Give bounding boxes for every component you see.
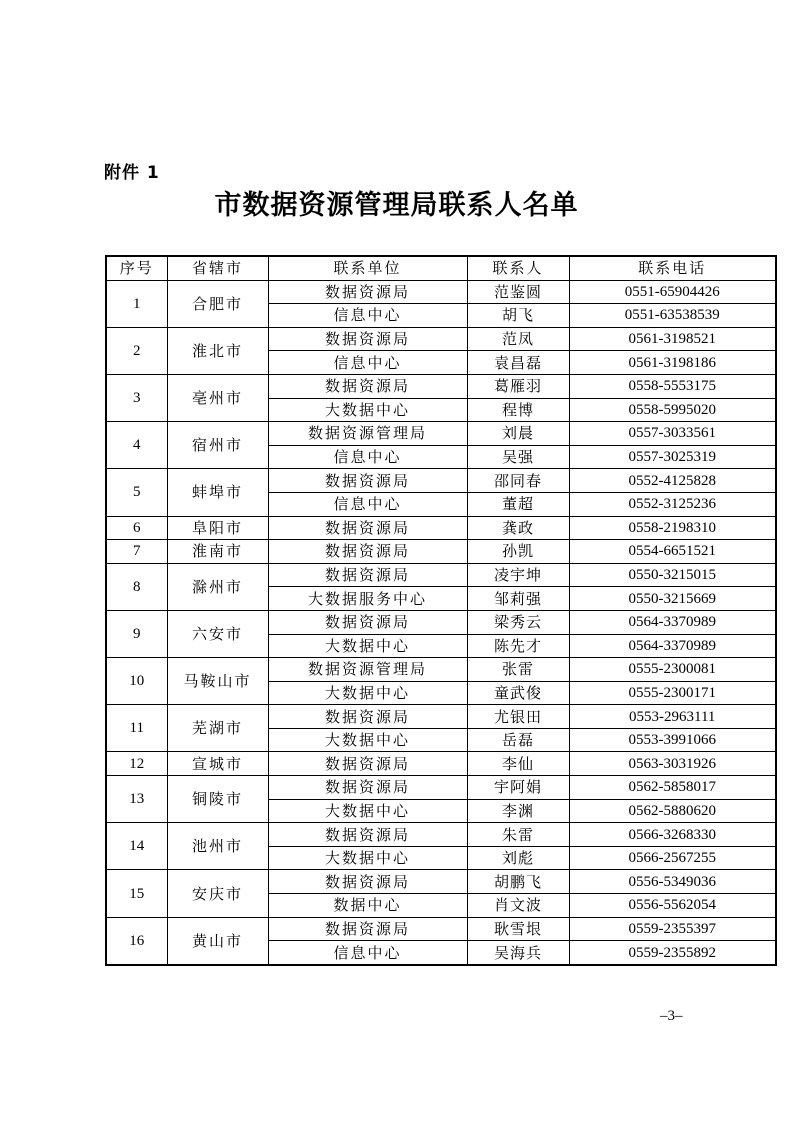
person-cell: 朱雷: [467, 823, 569, 847]
header-unit: 联系单位: [268, 256, 467, 280]
unit-cell: 大数据中心: [268, 681, 467, 705]
person-cell: 孙凯: [467, 540, 569, 564]
person-cell: 李仙: [467, 752, 569, 776]
city-cell: 安庆市: [167, 870, 268, 917]
phone-cell: 0562-5858017: [569, 776, 776, 800]
page-number: –3–: [660, 1008, 683, 1024]
person-cell: 邹莉强: [467, 587, 569, 611]
phone-cell: 0557-3025319: [569, 445, 776, 469]
header-seq: 序号: [106, 256, 167, 280]
person-cell: 岳磊: [467, 728, 569, 752]
unit-cell: 大数据中心: [268, 846, 467, 870]
phone-cell: 0553-2963111: [569, 705, 776, 729]
phone-cell: 0557-3033561: [569, 422, 776, 446]
city-cell: 合肥市: [167, 280, 268, 327]
header-person: 联系人: [467, 256, 569, 280]
city-cell: 亳州市: [167, 374, 268, 421]
seq-cell: 6: [106, 516, 167, 540]
phone-cell: 0562-5880620: [569, 799, 776, 823]
table-row: [106, 823, 776, 847]
unit-cell: 数据资源局: [268, 752, 467, 776]
phone-cell: 0552-4125828: [569, 469, 776, 493]
phone-cell: 0554-6651521: [569, 540, 776, 564]
unit-cell: 数据资源局: [268, 917, 467, 941]
seq-cell: 4: [106, 422, 167, 469]
person-cell: 陈先才: [467, 634, 569, 658]
seq-cell: 14: [106, 823, 167, 870]
unit-cell: 数据资源局: [268, 540, 467, 564]
person-cell: 李渊: [467, 799, 569, 823]
city-cell: 淮南市: [167, 540, 268, 564]
table-row: [106, 469, 776, 493]
table-row: [106, 705, 776, 729]
table-row: [106, 422, 776, 446]
seq-cell: 13: [106, 776, 167, 823]
person-cell: 程博: [467, 398, 569, 422]
unit-cell: 数据资源局: [268, 776, 467, 800]
person-cell: 耿雪垠: [467, 917, 569, 941]
phone-cell: 0552-3125236: [569, 492, 776, 516]
unit-cell: 大数据服务中心: [268, 587, 467, 611]
seq-cell: 15: [106, 870, 167, 917]
unit-cell: 数据资源局: [268, 610, 467, 634]
unit-cell: 数据资源局: [268, 516, 467, 540]
phone-cell: 0555-2300081: [569, 658, 776, 682]
phone-cell: 0556-5349036: [569, 870, 776, 894]
phone-cell: 0566-2567255: [569, 846, 776, 870]
unit-cell: 数据中心: [268, 894, 467, 918]
phone-cell: 0566-3268330: [569, 823, 776, 847]
phone-cell: 0559-2355397: [569, 917, 776, 941]
table-row: [106, 752, 776, 776]
city-cell: 池州市: [167, 823, 268, 870]
person-cell: 范凤: [467, 327, 569, 351]
unit-cell: 数据资源局: [268, 705, 467, 729]
table-row: [106, 870, 776, 894]
table-row: [106, 917, 776, 941]
phone-cell: 0551-65904426: [569, 280, 776, 304]
table-row: [106, 374, 776, 398]
unit-cell: 数据资源局: [268, 469, 467, 493]
city-cell: 蚌埠市: [167, 469, 268, 516]
unit-cell: 数据资源局: [268, 327, 467, 351]
table-row: [106, 280, 776, 304]
unit-cell: 信息中心: [268, 941, 467, 965]
unit-cell: 大数据中心: [268, 634, 467, 658]
person-cell: 胡飞: [467, 304, 569, 328]
table-body: [106, 280, 776, 965]
city-cell: 铜陵市: [167, 776, 268, 823]
phone-cell: 0561-3198186: [569, 351, 776, 375]
unit-cell: 数据资源局: [268, 563, 467, 587]
person-cell: 宇阿娟: [467, 776, 569, 800]
phone-cell: 0561-3198521: [569, 327, 776, 351]
person-cell: 范鉴圆: [467, 280, 569, 304]
city-cell: 芜湖市: [167, 705, 268, 752]
seq-cell: 9: [106, 610, 167, 657]
phone-cell: 0558-5995020: [569, 398, 776, 422]
unit-cell: 数据资源局: [268, 823, 467, 847]
city-cell: 宿州市: [167, 422, 268, 469]
city-cell: 淮北市: [167, 327, 268, 374]
seq-cell: 11: [106, 705, 167, 752]
person-cell: 葛雁羽: [467, 374, 569, 398]
unit-cell: 数据资源局: [268, 870, 467, 894]
phone-cell: 0558-5553175: [569, 374, 776, 398]
unit-cell: 信息中心: [268, 445, 467, 469]
phone-cell: 0553-3991066: [569, 728, 776, 752]
seq-cell: 10: [106, 658, 167, 705]
seq-cell: 2: [106, 327, 167, 374]
unit-cell: 信息中心: [268, 492, 467, 516]
phone-cell: 0558-2198310: [569, 516, 776, 540]
seq-cell: 12: [106, 752, 167, 776]
person-cell: 刘彪: [467, 846, 569, 870]
person-cell: 邵同春: [467, 469, 569, 493]
table-row: [106, 516, 776, 540]
phone-cell: 0551-63538539: [569, 304, 776, 328]
city-cell: 马鞍山市: [167, 658, 268, 705]
city-cell: 宣城市: [167, 752, 268, 776]
document-title: 市数据资源管理局联系人名单: [214, 190, 579, 221]
table-row: [106, 610, 776, 634]
table-row: [106, 327, 776, 351]
person-cell: 吴海兵: [467, 941, 569, 965]
person-cell: 凌宇坤: [467, 563, 569, 587]
person-cell: 肖文波: [467, 894, 569, 918]
seq-cell: 8: [106, 563, 167, 610]
unit-cell: 数据资源管理局: [268, 422, 467, 446]
city-cell: 六安市: [167, 610, 268, 657]
phone-cell: 0559-2355892: [569, 941, 776, 965]
attachment-label: 附件 1: [104, 163, 160, 183]
city-cell: 滁州市: [167, 563, 268, 610]
unit-cell: 数据资源局: [268, 280, 467, 304]
table-row: [106, 658, 776, 682]
header-city: 省辖市: [167, 256, 268, 280]
person-cell: 吴强: [467, 445, 569, 469]
city-cell: 阜阳市: [167, 516, 268, 540]
person-cell: 童武俊: [467, 681, 569, 705]
seq-cell: 16: [106, 917, 167, 965]
unit-cell: 数据资源管理局: [268, 658, 467, 682]
unit-cell: 信息中心: [268, 304, 467, 328]
unit-cell: 大数据中心: [268, 398, 467, 422]
person-cell: 董超: [467, 492, 569, 516]
person-cell: 龚政: [467, 516, 569, 540]
person-cell: 袁昌磊: [467, 351, 569, 375]
city-cell: 黄山市: [167, 917, 268, 965]
phone-cell: 0556-5562054: [569, 894, 776, 918]
seq-cell: 3: [106, 374, 167, 421]
unit-cell: 大数据中心: [268, 728, 467, 752]
seq-cell: 5: [106, 469, 167, 516]
unit-cell: 大数据中心: [268, 799, 467, 823]
person-cell: 张雷: [467, 658, 569, 682]
phone-cell: 0550-3215669: [569, 587, 776, 611]
phone-cell: 0563-3031926: [569, 752, 776, 776]
table-header-row: [106, 256, 776, 280]
unit-cell: 信息中心: [268, 351, 467, 375]
contact-table: [105, 255, 777, 966]
phone-cell: 0555-2300171: [569, 681, 776, 705]
phone-cell: 0564-3370989: [569, 634, 776, 658]
person-cell: 刘晨: [467, 422, 569, 446]
header-phone: 联系电话: [569, 256, 776, 280]
person-cell: 梁秀云: [467, 610, 569, 634]
unit-cell: 数据资源局: [268, 374, 467, 398]
table-row: [106, 563, 776, 587]
person-cell: 尤银田: [467, 705, 569, 729]
phone-cell: 0550-3215015: [569, 563, 776, 587]
person-cell: 胡鹏飞: [467, 870, 569, 894]
table-row: [106, 776, 776, 800]
phone-cell: 0564-3370989: [569, 610, 776, 634]
table-row: [106, 540, 776, 564]
seq-cell: 1: [106, 280, 167, 327]
seq-cell: 7: [106, 540, 167, 564]
